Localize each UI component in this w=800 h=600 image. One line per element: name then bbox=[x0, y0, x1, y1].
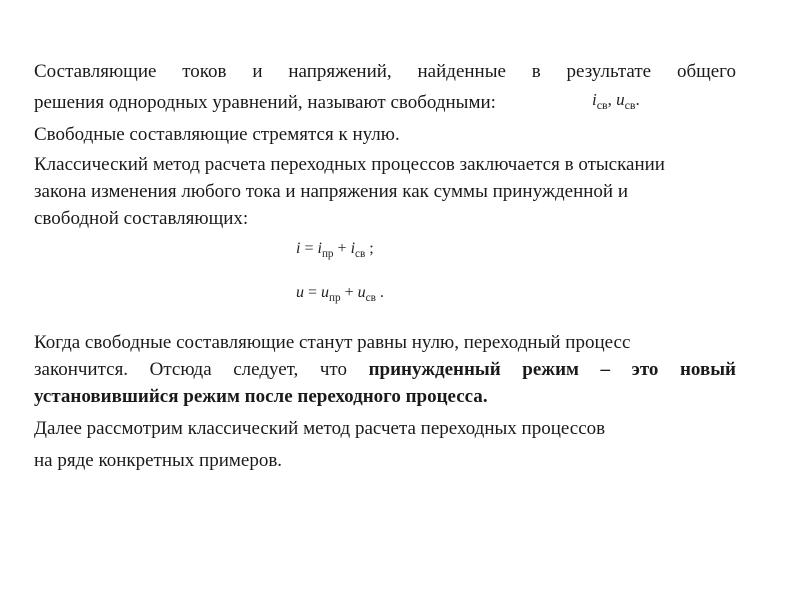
paragraph3-line2: закона изменения любого тока и напряжения как суммы принужденной и bbox=[34, 181, 629, 202]
eq2-lhs: u bbox=[296, 284, 304, 301]
equation-voltage bbox=[296, 284, 384, 304]
eq1-term1: i bbox=[317, 240, 322, 257]
paragraph1-line2: решения однородных уравнений, называют свободными: bbox=[34, 92, 496, 113]
eq1-equals: = bbox=[300, 240, 318, 257]
eq1-lhs: i bbox=[296, 240, 301, 257]
i-variable: i bbox=[592, 90, 597, 109]
eq1-term2: i bbox=[350, 240, 356, 257]
inline-formula bbox=[592, 90, 640, 113]
eq1-term2-sub: св bbox=[355, 247, 366, 260]
eq1-term1-sub: пр bbox=[321, 247, 334, 260]
paragraph1-line1: Составляющие токов и напряжений, найденные в результате общего bbox=[34, 61, 736, 82]
paragraph4-line2-bold: принужденный режим – это новый bbox=[368, 359, 736, 380]
eq2-equals: = bbox=[304, 284, 322, 301]
eq1-end: ; bbox=[365, 240, 374, 257]
eq2-term1-sub: пр bbox=[329, 291, 341, 304]
formula-separator: , bbox=[607, 90, 612, 109]
formula-end: . bbox=[635, 90, 640, 109]
paragraph4-line3-end: . bbox=[482, 386, 488, 407]
i-subscript: св bbox=[596, 98, 608, 113]
eq2-term2: u bbox=[357, 284, 366, 301]
equation-current bbox=[296, 240, 374, 260]
paragraph5-line1: Далее рассмотрим классический метод расчета переходных процессов bbox=[34, 418, 606, 439]
paragraph4-line2 bbox=[34, 360, 736, 379]
paragraph3-line3: свободной составляющих: bbox=[34, 208, 249, 229]
paragraph4-line3 bbox=[34, 387, 488, 406]
eq2-end: . bbox=[375, 284, 384, 301]
paragraph4-line1: Когда свободные составляющие станут равны нулю, переходный процесс bbox=[34, 332, 631, 353]
paragraph2-line1: Свободные составляющие стремятся к нулю. bbox=[34, 124, 400, 145]
paragraph4-line2-normal: закончится. Отсюда следует, что bbox=[34, 359, 369, 380]
paragraph5-line2: на ряде конкретных примеров. bbox=[34, 450, 283, 471]
paragraph3-line1: Классический метод расчета переходных процессов заключается в отыскании bbox=[34, 154, 665, 175]
paragraph4-line3-bold: установившийся режим после переходного процесса bbox=[34, 386, 483, 407]
u-subscript: св bbox=[624, 98, 636, 113]
u-variable: u bbox=[616, 90, 625, 109]
eq2-term1: u bbox=[321, 284, 330, 301]
eq1-plus: + bbox=[333, 240, 351, 257]
eq2-term2-sub: св bbox=[365, 291, 376, 304]
eq2-plus: + bbox=[340, 284, 358, 301]
